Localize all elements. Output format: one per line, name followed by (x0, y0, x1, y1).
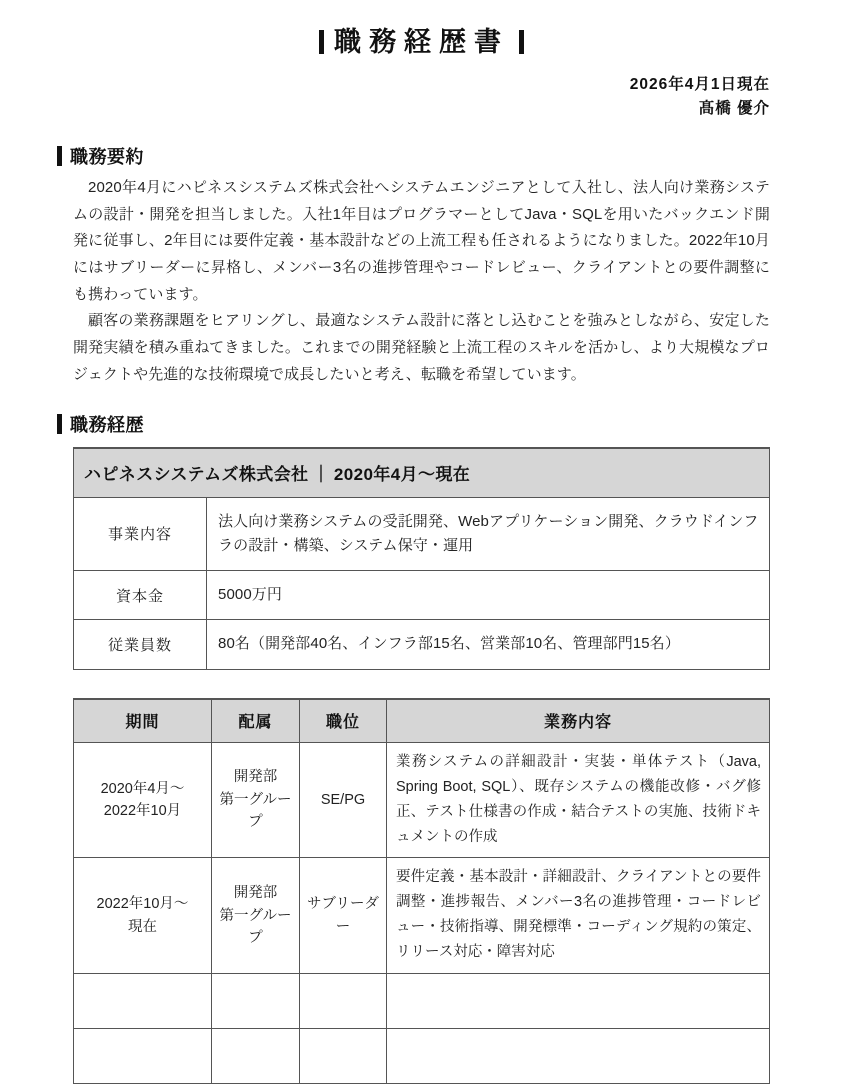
section-heading-summary (57, 143, 770, 169)
company-name: ハピネスシステムズ株式会社 (84, 464, 309, 484)
column-header-role: 職位 (300, 699, 387, 743)
company-period: 2020年4月〜現在 (333, 464, 471, 484)
cell-duties: 要件定義・基本設計・詳細設計、クライアントとの要件調整・進捗報告、メンバー3名の進捗管理・コードレビュー・技術指導、開発標準・コーディング規約の策定、リリース対応・障害対応 (387, 858, 770, 974)
table-row (74, 858, 770, 974)
summary-heading-label: 職務要約 (70, 147, 144, 168)
document-author: 髙橋 優介 (698, 100, 770, 118)
company-separator: ｜ (312, 464, 330, 484)
company-row-label: 事業内容 (74, 497, 207, 571)
summary-paragraph: 2020年4月にハピネスシステムズ株式会社へシステムエンジニアとして入社し、法人向け業務システムの設計・開発を担当しました。入社1年目はプログラマーとしてJava・SQLを用いたバックエンド開発に従事し、2年目には要件定義・基本設計などの上流工程も任されるようになりました。2022年10月にはサブリーダーに昇格し、メンバー3名の進捗管理やコードレビュー、クライアントとの要件調整にも携わっています。 (73, 179, 770, 303)
company-title-row (74, 448, 770, 498)
summary-paragraph: 顧客の業務課題をヒアリングし、最適なシステム設計に落とし込むことを強みとしながら、安定した開発実績を積み重ねてきました。これまでの開発経験と上流工程のスキルを活かし、より大規模なプロジェクトや先進的な技術環境で成長したいと考え、転職を希望しています。 (73, 312, 770, 383)
cell-duties (387, 974, 770, 1029)
table-row (74, 497, 770, 571)
cell-department: 開発部 第一グループ (212, 858, 300, 974)
table-row (74, 620, 770, 669)
document-date: 2026年4月1日現在 (629, 76, 770, 93)
page-title (309, 20, 534, 59)
cell-duties (387, 1029, 770, 1084)
company-row-value: 法人向け業務システムの受託開発、Webアプリケーション開発、クラウドインフラの設計・構築、システム保守・運用 (207, 497, 770, 571)
document-title-text: 職務経歴書 (334, 27, 509, 57)
summary-body (73, 175, 770, 389)
column-header-period: 期間 (74, 699, 212, 743)
title-left-bar-icon (319, 30, 324, 54)
document-meta (73, 73, 770, 121)
cell-period: 2022年10月〜 現在 (74, 858, 212, 974)
cell-role: SE/PG (300, 742, 387, 858)
heading-accent-bar-icon (57, 146, 62, 166)
column-header-duties: 業務内容 (387, 699, 770, 743)
company-row-label: 従業員数 (74, 620, 207, 669)
career-table-header-row (74, 699, 770, 743)
cell-period (74, 1029, 212, 1084)
table-row (74, 571, 770, 620)
table-row (74, 974, 770, 1029)
cell-department (212, 1029, 300, 1084)
table-row (74, 742, 770, 858)
cell-department (212, 974, 300, 1029)
section-heading-career (57, 411, 770, 437)
company-title-cell (74, 448, 770, 498)
company-row-value: 80名（開発部40名、インフラ部15名、営業部10名、管理部門15名） (207, 620, 770, 669)
table-row (74, 1029, 770, 1084)
column-header-department: 配属 (212, 699, 300, 743)
document-title-container (73, 0, 770, 59)
company-row-label: 資本金 (74, 571, 207, 620)
cell-department: 開発部 第一グループ (212, 742, 300, 858)
cell-role: サブリーダー (300, 858, 387, 974)
company-row-value: 5000万円 (207, 571, 770, 620)
company-overview-table (73, 447, 770, 670)
cell-period: 2020年4月〜 2022年10月 (74, 742, 212, 858)
cell-period (74, 974, 212, 1029)
career-history-table (73, 698, 770, 1084)
career-heading-label: 職務経歴 (70, 414, 144, 435)
cell-duties: 業務システムの詳細設計・実装・単体テスト（Java, Spring Boot, SQL）、既存システムの機能改修・バグ修正、テスト仕様書の作成・結合テストの実施、技術ドキュメントの作成 (387, 742, 770, 858)
cell-role (300, 1029, 387, 1084)
title-right-bar-icon (519, 30, 524, 54)
cell-role (300, 974, 387, 1029)
heading-accent-bar-icon (57, 414, 62, 434)
